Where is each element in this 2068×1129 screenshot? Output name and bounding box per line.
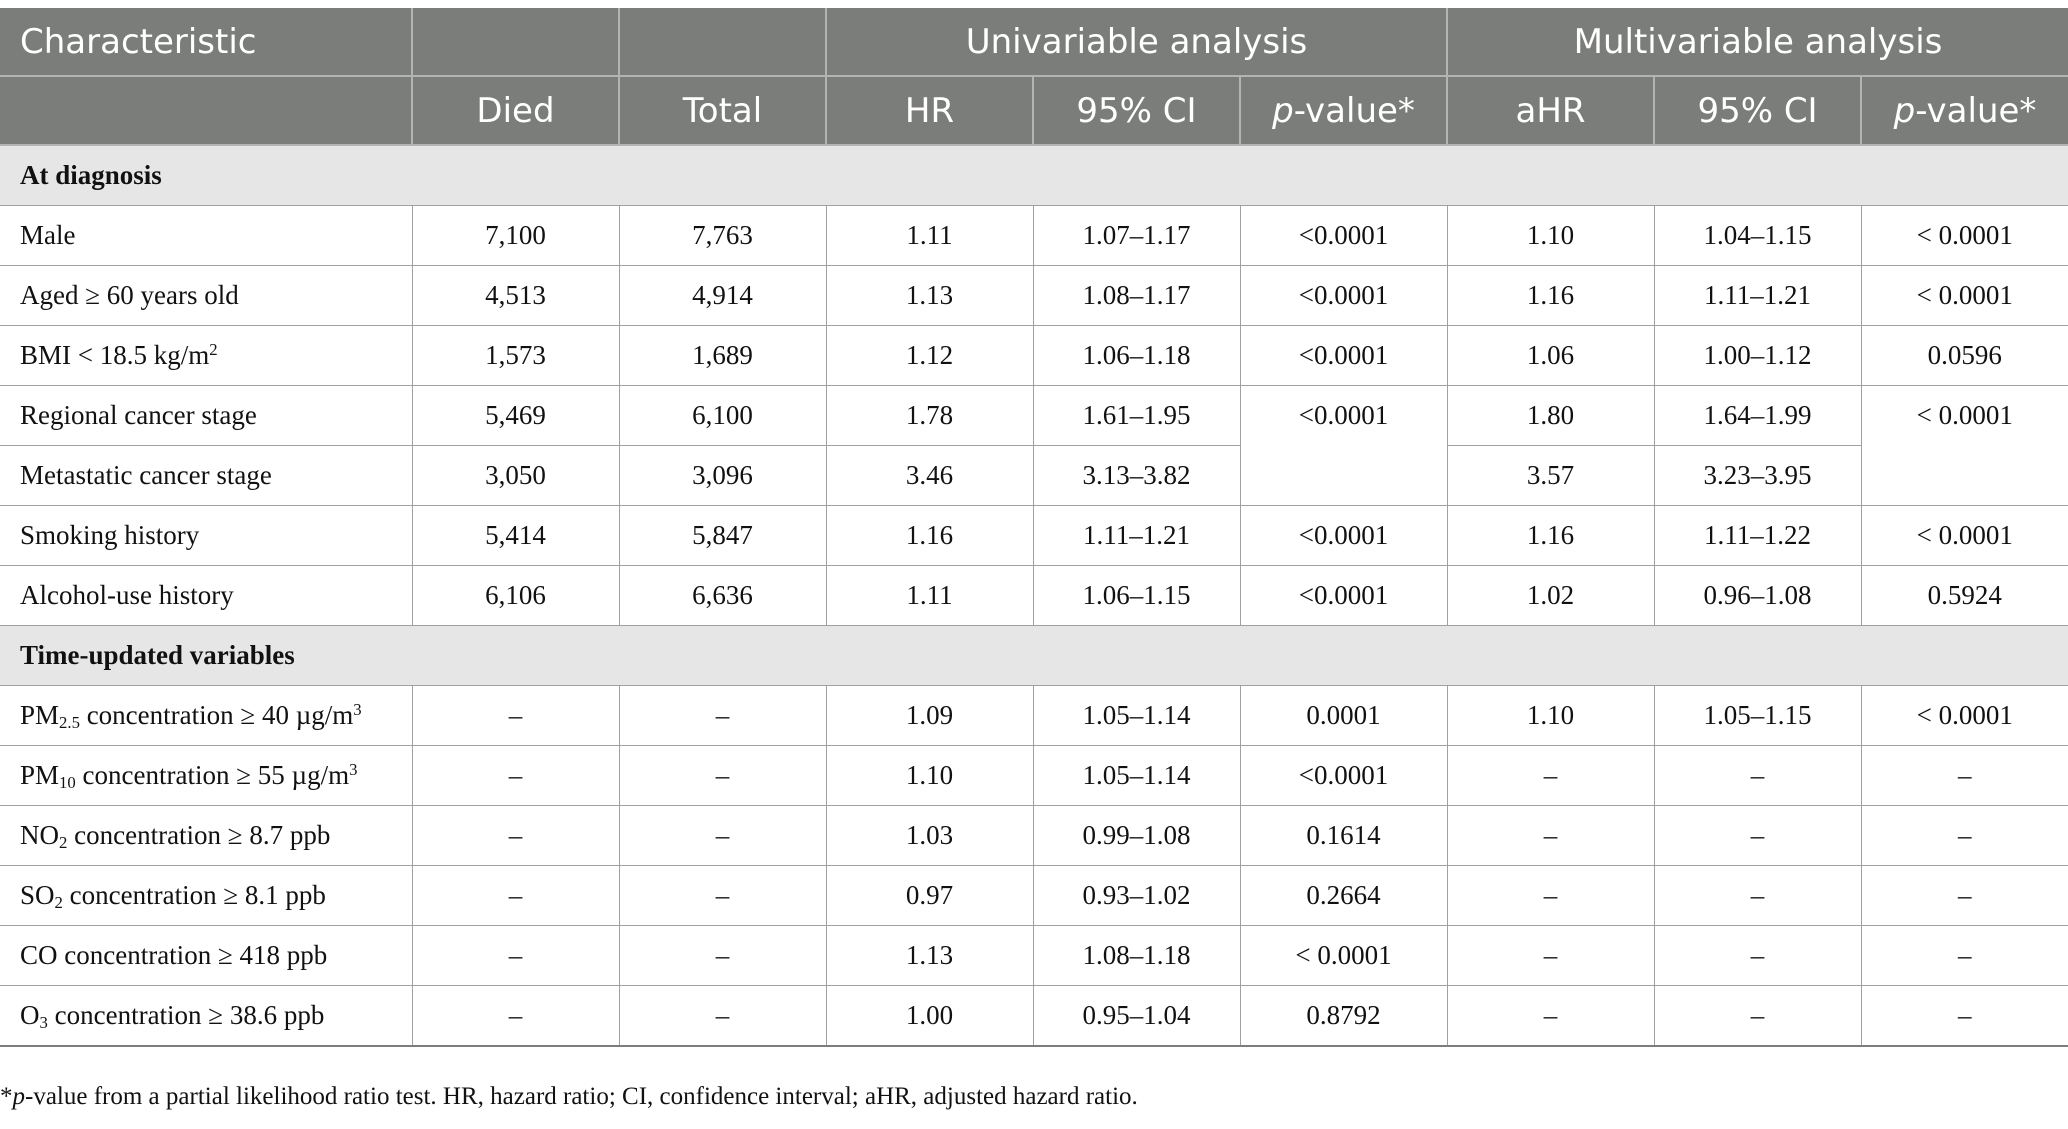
header-total: Total — [619, 76, 826, 145]
cell-ahr: 1.10 — [1447, 206, 1654, 266]
row-label: $SO_2$ concentration ≥ 8.1 ppb — [0, 866, 412, 926]
cell-ahr: – — [1447, 866, 1654, 926]
cell-hr: 1.13 — [826, 926, 1033, 986]
cell-ci: 1.06–1.18 — [1033, 326, 1240, 386]
header-p-value: p-value* — [1240, 76, 1447, 145]
header-row-groups — [0, 8, 2068, 76]
header-characteristic: Characteristic — [0, 8, 412, 76]
cell-hr: 0.97 — [826, 866, 1033, 926]
header-empty-total — [619, 8, 826, 76]
table-row — [0, 326, 2068, 386]
cell-hr: 1.12 — [826, 326, 1033, 386]
cell-died: – — [412, 866, 619, 926]
cell-hr: 1.78 — [826, 386, 1033, 446]
cell-ci: 0.99–1.08 — [1033, 806, 1240, 866]
table-row — [0, 386, 2068, 446]
table-row — [0, 446, 2068, 506]
row-label: BMI < 18.5 $kg/m^2$ — [0, 326, 412, 386]
cell-died: 3,050 — [412, 446, 619, 506]
cell-total: 3,096 — [619, 446, 826, 506]
row-label: $PM_{2.5}$ concentration ≥ 40 $\mu g/m^3$ — [0, 686, 412, 746]
cell-ahr: 1.16 — [1447, 266, 1654, 326]
cell-adjusted-p-value: 0.0596 — [1861, 326, 2068, 386]
cell-adjusted-ci: 3.23–3.95 — [1654, 446, 1861, 506]
cell-total: – — [619, 986, 826, 1047]
cell-adjusted-p-value: < 0.0001 — [1861, 206, 2068, 266]
header-ahr: aHR — [1447, 76, 1654, 145]
header-empty-characteristic — [0, 76, 412, 145]
table-footnote: *p-value from a partial likelihood ratio test. HR, hazard ratio; CI, confidence interval; aHR, adjusted hazard ratio. — [0, 1083, 1138, 1110]
table-row — [0, 206, 2068, 266]
row-label: Male — [0, 206, 412, 266]
cell-died: – — [412, 746, 619, 806]
cell-ahr: 1.80 — [1447, 386, 1654, 446]
cell-p-value: 0.0001 — [1240, 686, 1447, 746]
cell-hr: 1.11 — [826, 566, 1033, 626]
row-label: $NO_2$ concentration ≥ 8.7 ppb — [0, 806, 412, 866]
cell-ci: 1.06–1.15 — [1033, 566, 1240, 626]
cell-p-value: <0.0001 — [1240, 746, 1447, 806]
header-died: Died — [412, 76, 619, 145]
row-label: $O_3$ concentration ≥ 38.6 ppb — [0, 986, 412, 1047]
cell-adjusted-ci: 1.11–1.22 — [1654, 506, 1861, 566]
header-hr: HR — [826, 76, 1033, 145]
cell-ci: 1.07–1.17 — [1033, 206, 1240, 266]
row-label: Aged ≥ 60 years old — [0, 266, 412, 326]
cell-adjusted-p-value: – — [1861, 806, 2068, 866]
cell-total: – — [619, 806, 826, 866]
cell-total: 4,914 — [619, 266, 826, 326]
cell-ci: 1.05–1.14 — [1033, 686, 1240, 746]
cell-ahr: – — [1447, 986, 1654, 1047]
cell-adjusted-p-value: < 0.0001 — [1861, 266, 2068, 326]
cell-adjusted-ci: – — [1654, 986, 1861, 1047]
cell-ci: 3.13–3.82 — [1033, 446, 1240, 506]
row-label: Alcohol-use history — [0, 566, 412, 626]
cell-adjusted-ci: – — [1654, 746, 1861, 806]
cell-died: 7,100 — [412, 206, 619, 266]
cell-adjusted-p-value: – — [1861, 926, 2068, 986]
cell-adjusted-ci: 1.04–1.15 — [1654, 206, 1861, 266]
cell-adjusted-ci: 1.11–1.21 — [1654, 266, 1861, 326]
cell-died: 6,106 — [412, 566, 619, 626]
cell-ci: 0.95–1.04 — [1033, 986, 1240, 1047]
table-row — [0, 866, 2068, 926]
cell-p-value: <0.0001 — [1240, 386, 1447, 506]
cell-hr: 1.10 — [826, 746, 1033, 806]
cell-ci: 1.61–1.95 — [1033, 386, 1240, 446]
cell-died: – — [412, 926, 619, 986]
cell-total: – — [619, 746, 826, 806]
cell-p-value: <0.0001 — [1240, 506, 1447, 566]
cell-died: – — [412, 806, 619, 866]
cell-hr: 1.13 — [826, 266, 1033, 326]
cell-adjusted-p-value: – — [1861, 986, 2068, 1047]
cell-hr: 3.46 — [826, 446, 1033, 506]
cell-p-value: <0.0001 — [1240, 326, 1447, 386]
cell-p-value: <0.0001 — [1240, 266, 1447, 326]
cell-adjusted-p-value: < 0.0001 — [1861, 386, 2068, 506]
section-time-updated: Time-updated variables — [0, 626, 2068, 686]
table-row — [0, 926, 2068, 986]
cell-p-value: 0.2664 — [1240, 866, 1447, 926]
cell-ahr: – — [1447, 746, 1654, 806]
cell-adjusted-ci: – — [1654, 926, 1861, 986]
cell-adjusted-p-value: < 0.0001 — [1861, 506, 2068, 566]
cell-ahr: 1.02 — [1447, 566, 1654, 626]
header-ci: 95% CI — [1033, 76, 1240, 145]
cell-p-value: < 0.0001 — [1240, 926, 1447, 986]
cell-adjusted-p-value: < 0.0001 — [1861, 686, 2068, 746]
cell-total: 5,847 — [619, 506, 826, 566]
cell-adjusted-p-value: – — [1861, 746, 2068, 806]
cell-ahr: 1.06 — [1447, 326, 1654, 386]
cell-ahr: – — [1447, 806, 1654, 866]
row-label: Regional cancer stage — [0, 386, 412, 446]
cell-adjusted-ci: – — [1654, 866, 1861, 926]
cell-hr: 1.03 — [826, 806, 1033, 866]
table-row — [0, 806, 2068, 866]
header-empty-died — [412, 8, 619, 76]
cell-ci: 1.08–1.17 — [1033, 266, 1240, 326]
cell-ahr: – — [1447, 926, 1654, 986]
cell-total: 6,100 — [619, 386, 826, 446]
cell-adjusted-ci: – — [1654, 806, 1861, 866]
cell-adjusted-ci: 1.05–1.15 — [1654, 686, 1861, 746]
cell-p-value: 0.1614 — [1240, 806, 1447, 866]
cell-total: – — [619, 866, 826, 926]
cell-total: 6,636 — [619, 566, 826, 626]
table-row — [0, 986, 2068, 1047]
cell-hr: 1.09 — [826, 686, 1033, 746]
cell-died: – — [412, 686, 619, 746]
cell-adjusted-ci: 1.00–1.12 — [1654, 326, 1861, 386]
cell-total: 1,689 — [619, 326, 826, 386]
cell-total: – — [619, 686, 826, 746]
table-row — [0, 686, 2068, 746]
header-univariable: Univariable analysis — [826, 8, 1447, 76]
cell-total: 7,763 — [619, 206, 826, 266]
cell-p-value: <0.0001 — [1240, 206, 1447, 266]
cell-died: 4,513 — [412, 266, 619, 326]
row-label: $PM_{10}$ concentration ≥ 55 $\mu g/m^3$ — [0, 746, 412, 806]
cell-hr: 1.00 — [826, 986, 1033, 1047]
row-label: Metastatic cancer stage — [0, 446, 412, 506]
cell-p-value: <0.0001 — [1240, 566, 1447, 626]
cell-ahr: 3.57 — [1447, 446, 1654, 506]
cell-died: 5,469 — [412, 386, 619, 446]
table-row — [0, 266, 2068, 326]
cell-adjusted-ci: 0.96–1.08 — [1654, 566, 1861, 626]
row-label: CO concentration ≥ 418 ppb — [0, 926, 412, 986]
cell-total: – — [619, 926, 826, 986]
cell-ci: 0.93–1.02 — [1033, 866, 1240, 926]
cell-ahr: 1.10 — [1447, 686, 1654, 746]
cell-hr: 1.16 — [826, 506, 1033, 566]
cell-adjusted-ci: 1.64–1.99 — [1654, 386, 1861, 446]
header-row-columns — [0, 76, 2068, 145]
table-row — [0, 506, 2068, 566]
cell-adjusted-p-value: 0.5924 — [1861, 566, 2068, 626]
cell-died: – — [412, 986, 619, 1047]
cell-p-value: 0.8792 — [1240, 986, 1447, 1047]
section-row — [0, 145, 2068, 206]
section-row — [0, 626, 2068, 686]
row-label: Smoking history — [0, 506, 412, 566]
header-adjusted-p-value: p-value* — [1861, 76, 2068, 145]
cell-died: 5,414 — [412, 506, 619, 566]
cell-died: 1,573 — [412, 326, 619, 386]
cell-ci: 1.11–1.21 — [1033, 506, 1240, 566]
cell-ci: 1.05–1.14 — [1033, 746, 1240, 806]
table-row — [0, 566, 2068, 626]
header-multivariable: Multivariable analysis — [1447, 8, 2068, 76]
cell-ci: 1.08–1.18 — [1033, 926, 1240, 986]
section-at-diagnosis: At diagnosis — [0, 145, 2068, 206]
table-row — [0, 746, 2068, 806]
cell-adjusted-p-value: – — [1861, 866, 2068, 926]
cell-ahr: 1.16 — [1447, 506, 1654, 566]
results-table — [0, 8, 2068, 1047]
header-adjusted-ci: 95% CI — [1654, 76, 1861, 145]
cell-hr: 1.11 — [826, 206, 1033, 266]
